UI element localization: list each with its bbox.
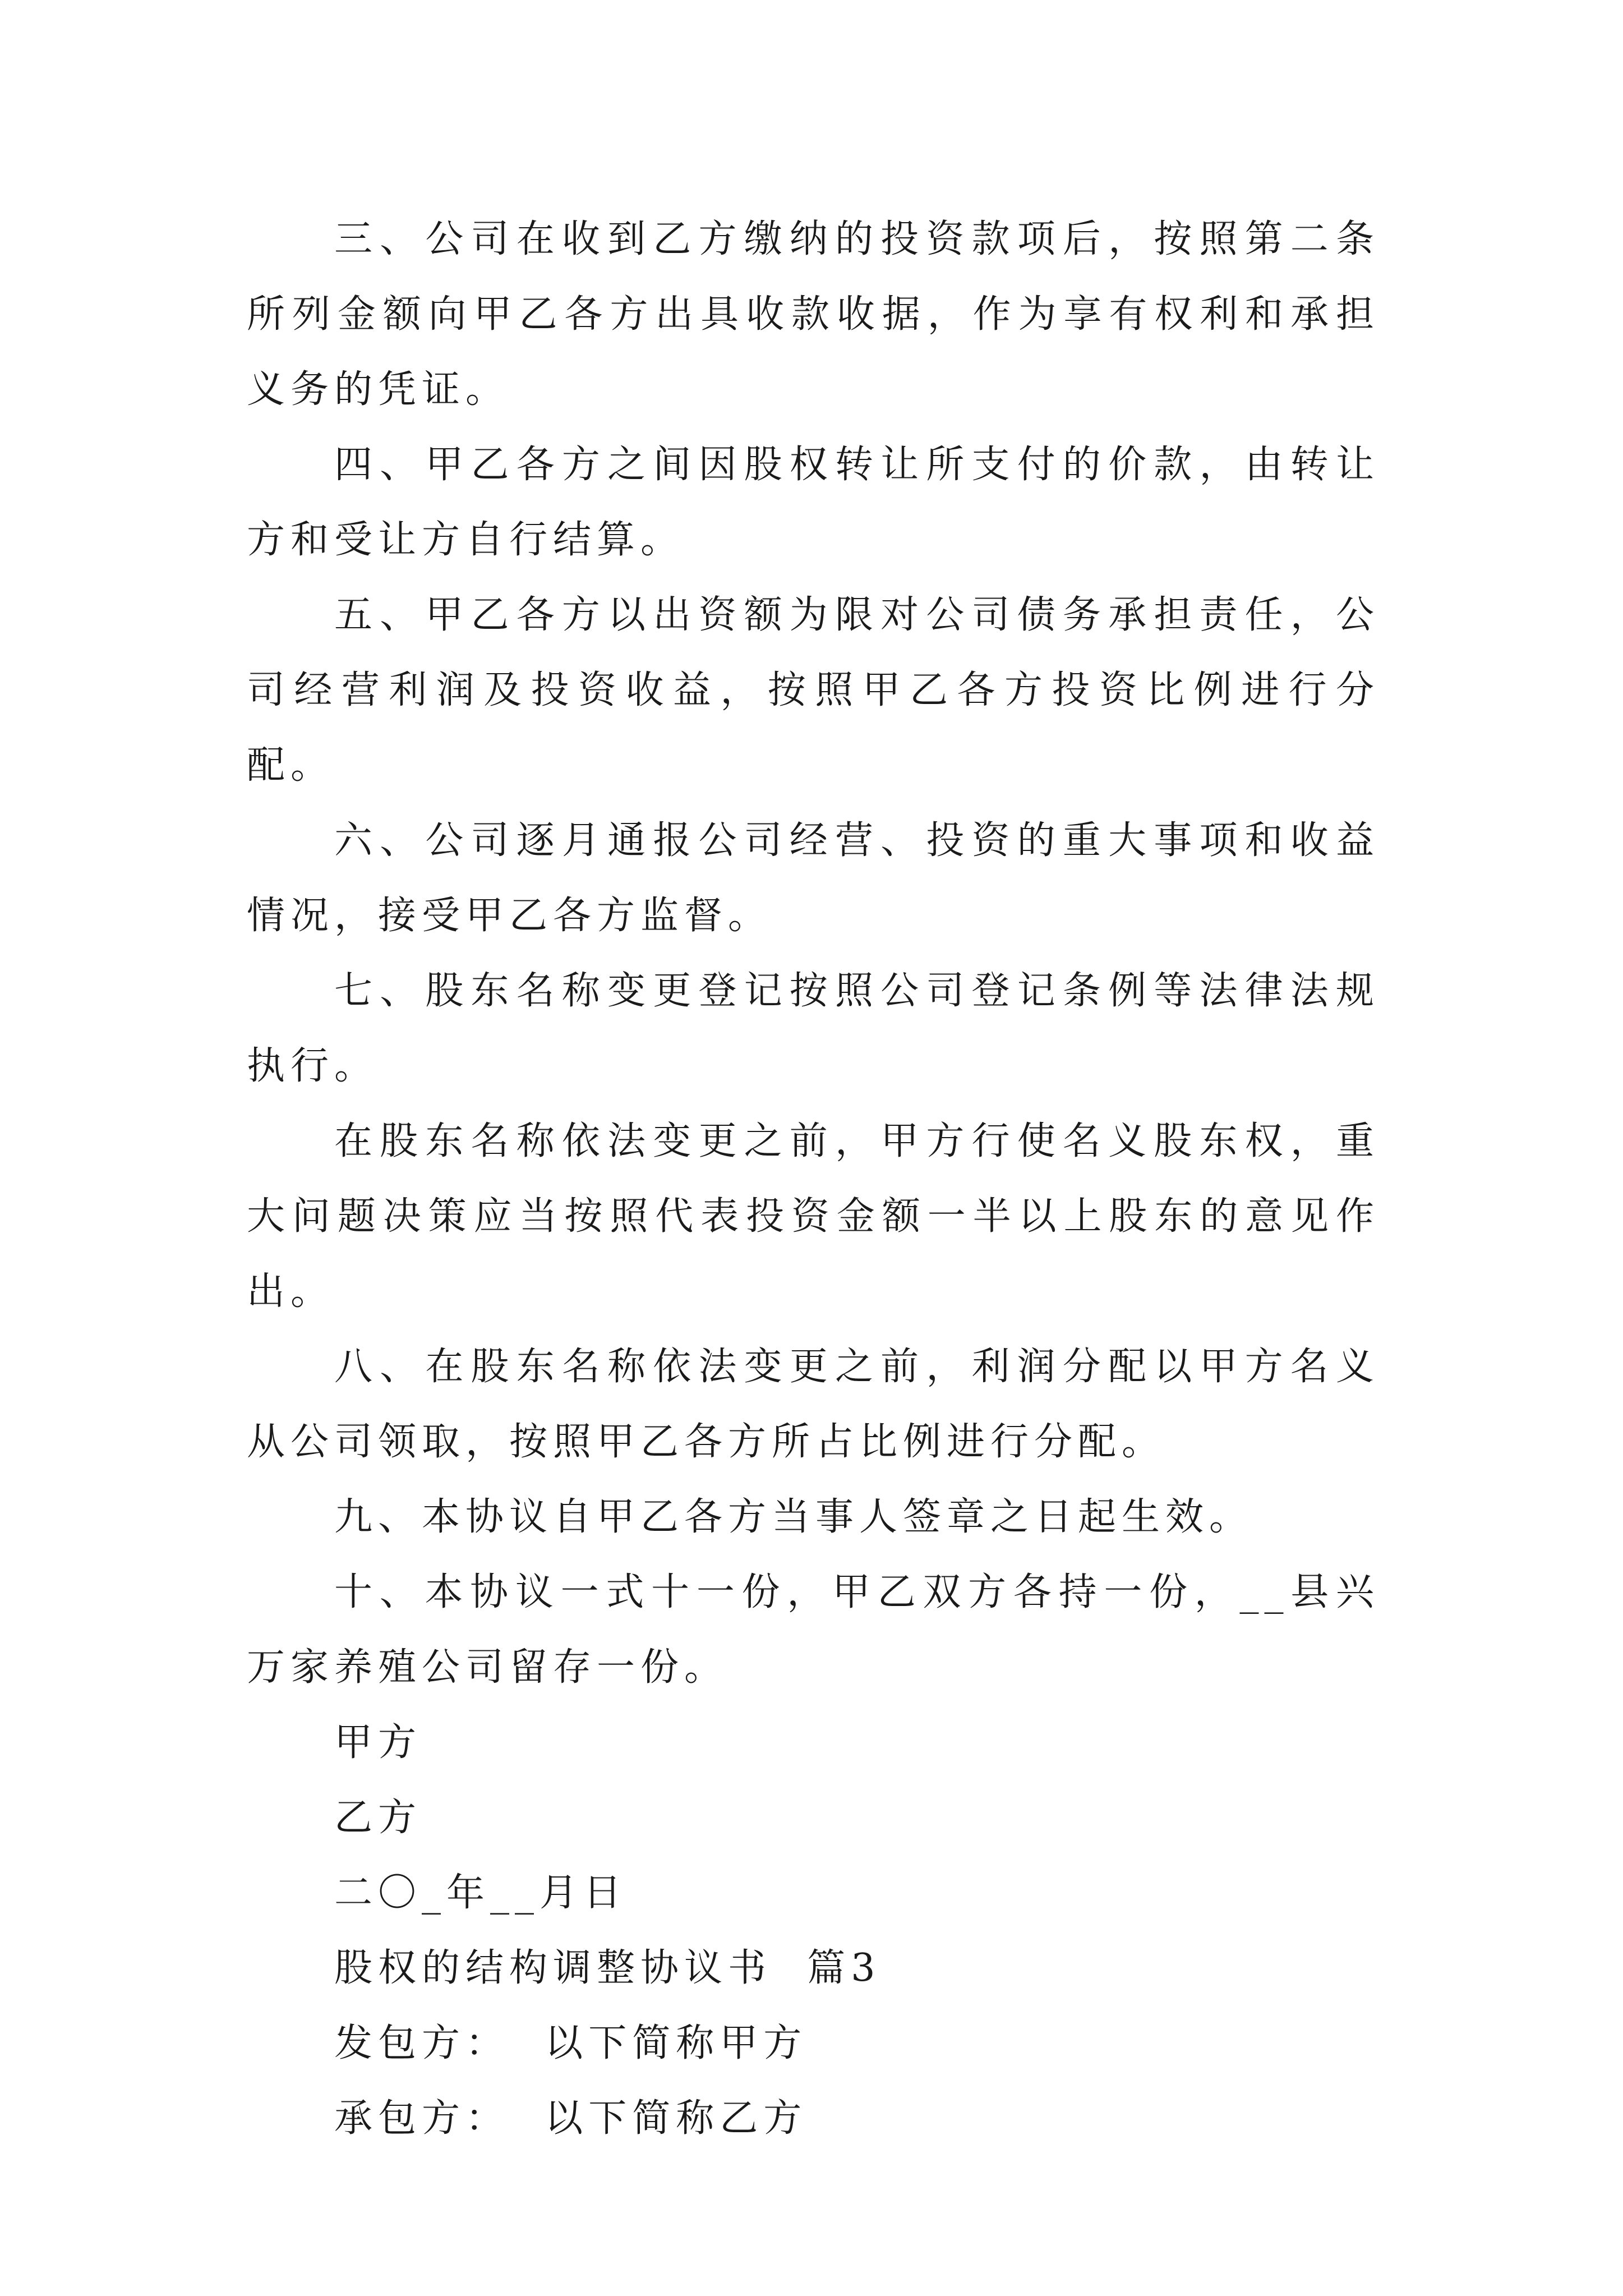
clause-8: 八、在股东名称依法变更之前，利润分配以甲方名义从公司领取，按照甲乙各方所占比例进行分配。 xyxy=(247,1345,1380,1464)
signature-party-a: 甲方 xyxy=(334,1720,422,1765)
clause-4: 四、甲乙各方之间因股权转让所支付的价款，由转让方和受让方自行结算。 xyxy=(247,443,1380,562)
section-title: 股权的结构调整协议书 篇3 xyxy=(334,1946,881,1990)
contractee-line: 承包方： 以下简称乙方 xyxy=(334,2096,808,2141)
contractor-line: 发包方： 以下简称甲方 xyxy=(334,2021,808,2065)
clause-3: 三、公司在收到乙方缴纳的投资款项后，按照第二条所列金额向甲乙各方出具收款收据，作为享有权利和承担义务的凭证。 xyxy=(247,217,1380,412)
clause-6: 六、公司逐月通报公司经营、投资的重大事项和收益情况，接受甲乙各方监督。 xyxy=(247,818,1380,938)
clause-10: 十、本协议一式十一份，甲乙双方各持一份，__县兴万家养殖公司留存一份。 xyxy=(247,1570,1380,1690)
clause-7-note: 在股东名称依法变更之前，甲方行使名义股东权，重大问题决策应当按照代表投资金额一半以上股东的意见作出。 xyxy=(247,1119,1380,1314)
clause-7: 七、股东名称变更登记按照公司登记条例等法律法规执行。 xyxy=(247,969,1380,1088)
signature-party-b: 乙方 xyxy=(334,1796,422,1840)
clause-5: 五、甲乙各方以出资额为限对公司债务承担责任，公司经营利润及投资收益，按照甲乙各方投资比例进行分配。 xyxy=(247,593,1380,788)
signature-date: 二〇_年__月日 xyxy=(334,1871,628,1915)
clause-9: 九、本协议自甲乙各方当事人签章之日起生效。 xyxy=(334,1495,1253,1539)
document-body xyxy=(247,202,1380,2156)
